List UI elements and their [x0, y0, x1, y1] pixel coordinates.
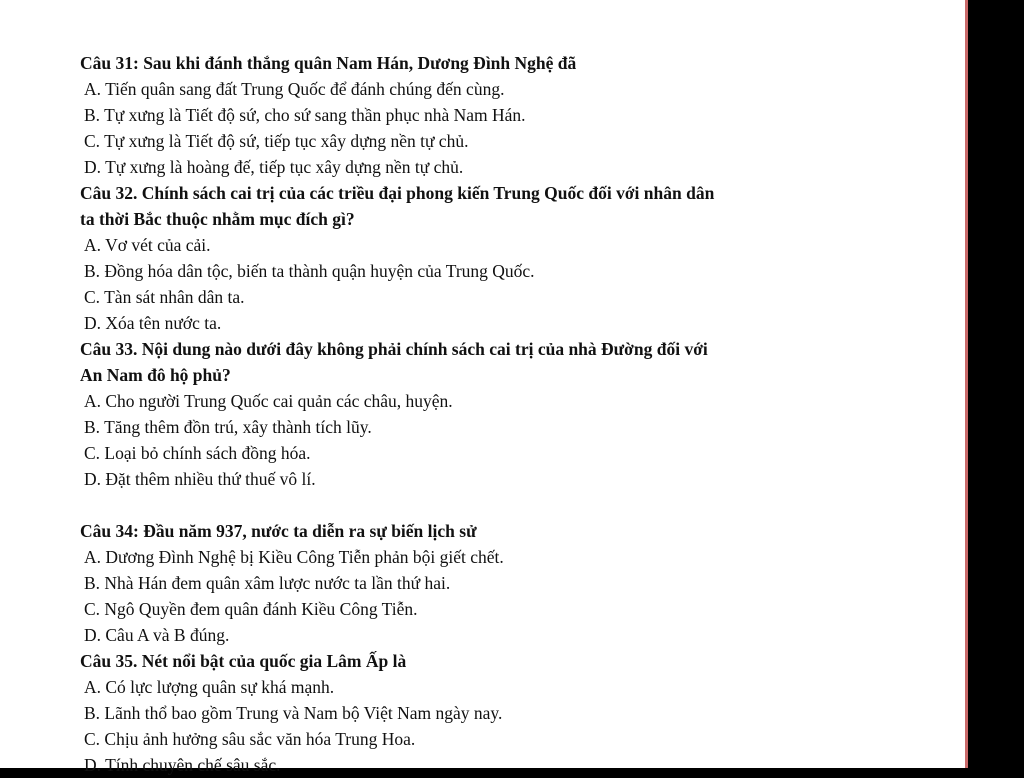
- question-33-title-line-1: Câu 33. Nội dung nào dưới đây không phải chính sách cai trị của nhà Đường đối với: [80, 339, 708, 359]
- question-32-option-d: D. Xóa tên nước ta.: [84, 313, 222, 333]
- paragraph-gap: [80, 492, 920, 518]
- question-35-option-d: D. Tính chuyên chế sâu sắc.: [84, 755, 281, 775]
- question-31-title: Câu 31: Sau khi đánh thắng quân Nam Hán, Dương Đình Nghệ đã: [80, 53, 577, 73]
- question-31-option-a: A. Tiến quân sang đất Trung Quốc để đánh chúng đến cùng.: [84, 79, 505, 99]
- question-34-option-c: C. Ngô Quyền đem quân đánh Kiều Công Tiễn.: [84, 599, 418, 619]
- question-35-option-c: C. Chịu ảnh hưởng sâu sắc văn hóa Trung Hoa.: [84, 729, 416, 749]
- question-32-option-a: A. Vơ vét của cải.: [84, 235, 211, 255]
- question-33-option-a: A. Cho người Trung Quốc cai quản các châu, huyện.: [84, 391, 453, 411]
- question-32-title-line-1: Câu 32. Chính sách cai trị của các triều đại phong kiến Trung Quốc đối với nhân dân: [80, 183, 715, 203]
- page-edge-line: [965, 0, 968, 768]
- question-33-option-d: D. Đặt thêm nhiều thứ thuế vô lí.: [84, 469, 316, 489]
- question-33-title-line-2: An Nam đô hộ phủ?: [80, 365, 231, 385]
- question-33-option-c: C. Loại bỏ chính sách đồng hóa.: [84, 443, 311, 463]
- question-31-option-d: D. Tự xưng là hoàng đế, tiếp tục xây dựng nền tự chủ.: [84, 157, 464, 177]
- question-34-option-d: D. Câu A và B đúng.: [84, 625, 230, 645]
- question-35-option-b: B. Lãnh thổ bao gồm Trung và Nam bộ Việt Nam ngày nay.: [84, 703, 503, 723]
- question-32-title-line-2: ta thời Bắc thuộc nhằm mục đích gì?: [80, 209, 355, 229]
- question-35-title: Câu 35. Nét nổi bật của quốc gia Lâm Ấp là: [80, 651, 407, 671]
- question-35-option-a: A. Có lực lượng quân sự khá mạnh.: [84, 677, 335, 697]
- question-34-title: Câu 34: Đầu năm 937, nước ta diễn ra sự biến lịch sử: [80, 521, 477, 541]
- question-34-option-b: B. Nhà Hán đem quân xâm lược nước ta lần thứ hai.: [84, 573, 451, 593]
- question-31-option-b: B. Tự xưng là Tiết độ sứ, cho sứ sang thần phục nhà Nam Hán.: [84, 105, 526, 125]
- question-34-option-a: A. Dương Đình Nghệ bị Kiều Công Tiễn phản bội giết chết.: [84, 547, 504, 567]
- question-32-option-c: C. Tàn sát nhân dân ta.: [84, 287, 245, 307]
- document-content: [80, 50, 920, 778]
- question-32-option-b: B. Đồng hóa dân tộc, biến ta thành quận huyện của Trung Quốc.: [84, 261, 535, 281]
- question-31-option-c: C. Tự xưng là Tiết độ sứ, tiếp tục xây dựng nền tự chủ.: [84, 131, 469, 151]
- question-33-option-b: B. Tăng thêm đồn trú, xây thành tích lũy.: [84, 417, 372, 437]
